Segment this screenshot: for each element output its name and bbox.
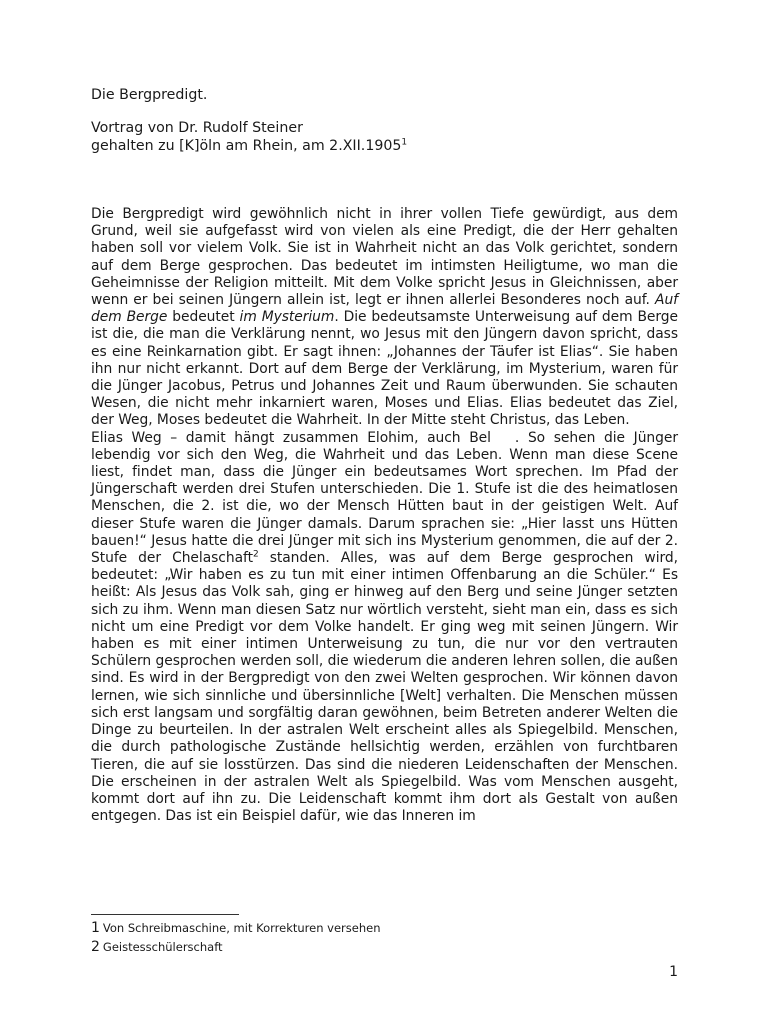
footnote-2-number: 2: [91, 939, 100, 955]
paragraph-2-text-a: Elias Weg – damit hängt zusammen Elohim, auch Bel: [91, 429, 491, 446]
paragraph-1-emphasis-1: Auf dem Berge: [91, 292, 678, 326]
lecture-info: [91, 119, 407, 155]
paragraph-1: [91, 206, 678, 430]
footnote-2-text: Geistesschülerschaft: [102, 940, 223, 954]
document-title: Die Bergpredigt.: [91, 87, 208, 103]
lecture-speaker: Vortrag von Dr. Rudolf Steiner: [91, 120, 303, 136]
body-text: [91, 206, 678, 825]
paragraph-1-text-a: Die Bergpredigt wird gewöhnlich nicht in ihrer vollen Tiefe gewürdigt, aus dem Grund, weil sie aufgefasst wird von vielen als eine Predigt, die der Herr gehalten haben soll vor vielem Volk. Sie ist in Wahrheit nicht an das Volk gerichtet, sondern auf dem Berge gesprochen. Das bedeutet im intimsten Heiligtume, wo man die Geheimnisse der Religion mitteilt. Mit dem Volke spricht Jesus in Gleichnissen, aber wenn er bei seinen Jüngern allein ist, legt er ihnen allerlei Besonderes noch auf.: [91, 206, 678, 309]
footnote-1-text: Von Schreibmaschine, mit Korrekturen versehen: [102, 921, 381, 935]
page-number: 1: [669, 964, 678, 980]
footnote-ref-2: 2: [252, 549, 259, 560]
paragraph-1-text-b: bedeutet: [167, 309, 240, 326]
paragraph-1-text-c: . Die bedeutsamste Unterweisung auf dem Berge ist die, die man die Verklärung nennt, wo Jesus mit den Jüngern davon spricht, dass es eine Reinkarnation gibt. Er sagt ihnen: „Johannes der Täufer ist Elias“. Sie haben ihn nur nicht erkannt. Dort auf dem Berge der Verklärung, im Mysterium, waren für die Jünger Jacobus, Petrus und Johannes Zeit und Raum überwunden. Sie schauten Wesen, die nicht mehr inkarniert waren, Moses und Elias. Elias bedeutet das Ziel, der Weg, Moses bedeutet die Wahrheit. In der Mitte steht Christus, das Leben.: [91, 309, 678, 429]
paragraph-2: [91, 430, 678, 826]
footnote-1-number: 1: [91, 920, 100, 936]
footnote-2: [91, 939, 223, 955]
paragraph-2-text-b: . So sehen die Jünger lebendig vor sich den Weg, die Wahrheit und das Leben. Wenn man diese Scene liest, findet man, dass die Jünger ein bedeutsames Wort sprechen. Im Pfad der Jüngerschaft werden drei Stufen unterschieden. Die 1. Stufe ist die des heimatlosen Menschen, die 2. ist die, wo der Mensch Hütten baut in der geistigen Welt. Auf dieser Stufe waren die Jünger damals. Darum sprachen sie: „Hier lasst uns Hütten bauen!“ Jesus hatte die drei Jünger mit sich ins Mysterium genommen, die auf der 2. Stufe der Chelaschaft: [91, 429, 678, 567]
paragraph-1-emphasis-2: im Mysterium: [239, 309, 335, 326]
lecture-place-date-text: gehalten zu [K]öln am Rhein, am 2.XII.1905: [91, 138, 402, 154]
document-page: [91, 0, 678, 1024]
footnote-1: [91, 920, 380, 936]
footnote-ref-1: 1: [401, 137, 408, 148]
footnote-separator: [91, 914, 239, 915]
paragraph-2-text-c: standen. Alles, was auf dem Berge gesprochen wird, bedeutet: „Wir haben es zu tun mit einer intimen Offenbarung an die Schüler.“ Es heißt: Als Jesus das Volk sah, ging er hinweg auf den Berg und seine Jünger setzten sich zu ihm. Wenn man diesen Satz nur wörtlich versteht, sieht man ein, dass es sich nicht um eine Predigt vor dem Volke handelt. Er ging weg mit seinen Jüngern. Wir haben es mit einer intimen Unterweisung zu tun, die nur vor den vertrauten Schülern gesprochen werden soll, die wiederum die anderen lehren sollen, die außen sind. Es wird in der Bergpredigt von den zwei Welten gesprochen. Wir können davon lernen, wie sich sinnliche und übersinnliche [Welt] verhalten. Die Menschen müssen sich erst langsam und sorgfältig daran gewöhnen, beim Betreten anderer Welten die Dinge zu beurteilen. In der astralen Welt erscheint alles als Spiegelbild. Menschen, die durch pathologische Zustände hellsichtig werden, erzählen von furchtbaren Tieren, die auf sie losstürzen. Das sind die niederen Leidenschaften der Menschen. Die erscheinen in der astralen Welt als Spiegelbild. Was vom Menschen ausgeht, kommt dort auf ihn zu. Die Leidenschaft kommt ihm dort als Gestalt von außen entgegen. Das ist ein Beispiel dafür, wie das Inneren im: [91, 550, 678, 825]
lecture-place-date: [91, 137, 407, 155]
